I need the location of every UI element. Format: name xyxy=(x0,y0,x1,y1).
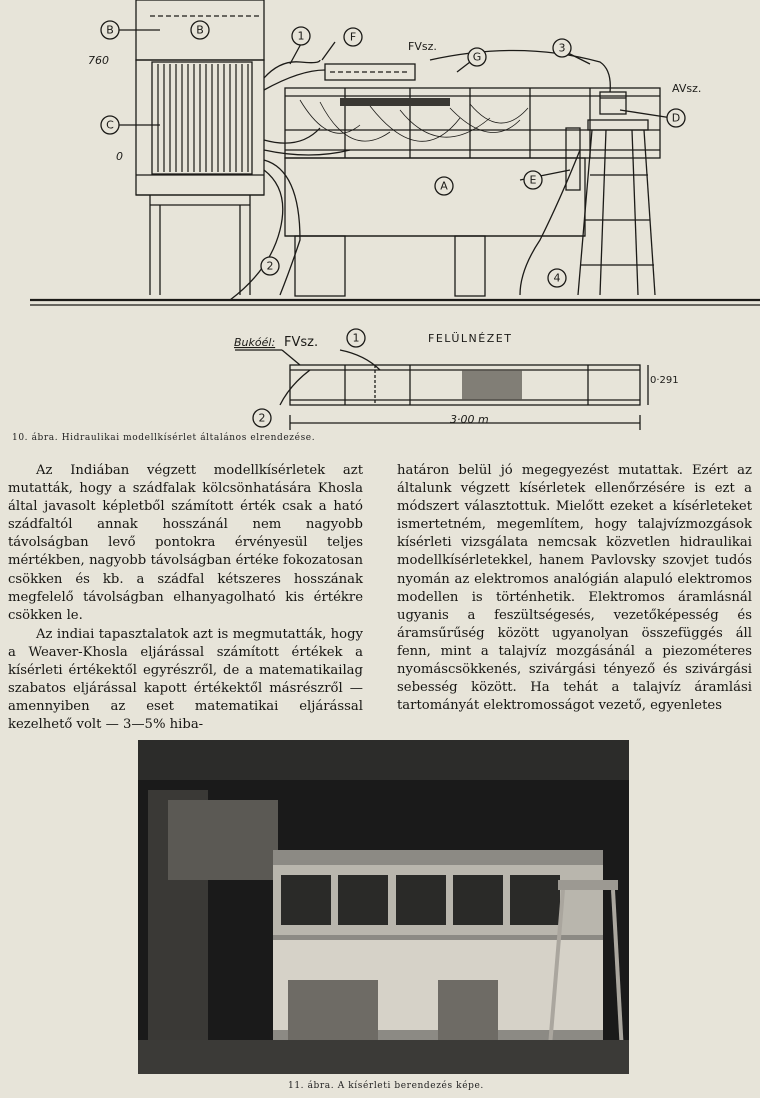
plan-length-dim: 3·00 m xyxy=(450,413,489,426)
label-e: E xyxy=(529,173,537,187)
plan-view-title: FELÜLNÉZET xyxy=(428,332,513,345)
label-fvsz: FVsz. xyxy=(408,40,437,53)
paragraph: határon belül jó megegyezést mutattak. Ezért az általunk végzett kísérletek ellenőrzésére is ezt a módszert választottuk. Mielőtt ezeket a kísérleteket ismertetném, megemlítem, hogy talajvízmozgások kísérleti vizsgálata nemcsak közvetlen hidraulikai modellkísérletekkel, hanem Pavlovsky szovjet tudós nyomán az elektromos analógián alapuló elektromos modellen is történhetik. Elektromos áramlásnál ugyanis a feszültségesés, vezetőképesség és áramsűrűség között ugyanolyan összefüggés áll fenn, mint a talajvíz mozgásánál a piezométeres nyomáscsökkenés, szivárgási tényező és szivárgási sebesség között. Ha tehát a talajvíz áramlási tartományát elektromosságot vezető, egyenletes xyxy=(397,463,752,714)
label-b-left: B xyxy=(106,23,114,37)
label-b-right: B xyxy=(196,23,204,37)
label-1: 1 xyxy=(297,29,305,43)
text-column-right xyxy=(397,462,752,715)
label-4: 4 xyxy=(553,271,561,285)
level-760: 760 xyxy=(88,54,109,67)
figure-10-drawing xyxy=(0,0,760,445)
paragraph: Az Indiában végzett modellkísérletek azt mutatták, hogy a szádfalak kölcsönhatására Khosla által javasolt képletből számított érték csak a ható szádfaltól annak hosszánál nem nagyobb távolságban levő pontokra érvényesül teljes mértékben, nagyobb távolságban értéke fokozatosan csökken és kb. a szádfal kétszeres hosszának megfelelő távolságban elhanyagolható kis értékre csökken le. xyxy=(8,463,363,623)
label-avsz: AVsz. xyxy=(672,82,702,95)
plan-label-2: 2 xyxy=(258,411,266,425)
plan-label-1: 1 xyxy=(352,331,360,345)
figure-10-caption: 10. ábra. Hidraulikai modellkísérlet általános elrendezése. xyxy=(12,433,316,443)
label-f: F xyxy=(349,30,357,44)
label-c: C xyxy=(106,118,114,132)
label-3: 3 xyxy=(558,41,566,55)
paragraph: Az indiai tapasztalatok azt is megmutatták, hogy a Weaver-Khosla eljárással számított értékek a kísérleti értékektől egyrészről, de a matematikailag szabatos eljárással kapott értékektől másrészről — amennyiben az eset matematikai eljárással kezelhető volt — 3—5% hiba- xyxy=(8,626,363,733)
level-0: 0 xyxy=(116,150,123,163)
figure-11-photo xyxy=(138,740,629,1074)
label-a: A xyxy=(440,179,448,193)
label-g: G xyxy=(472,50,482,64)
plan-width-dim: 0·291 xyxy=(650,375,679,386)
figure-11-caption: 11. ábra. A kísérleti berendezés képe. xyxy=(288,1081,484,1091)
plan-bukoel-label: Bukóél: xyxy=(234,336,276,349)
photo-rendering xyxy=(138,740,629,1074)
label-2: 2 xyxy=(266,259,274,273)
text-column-left xyxy=(8,462,363,734)
label-d: D xyxy=(671,111,681,125)
plan-fvsz-label: FVsz. xyxy=(284,335,319,350)
